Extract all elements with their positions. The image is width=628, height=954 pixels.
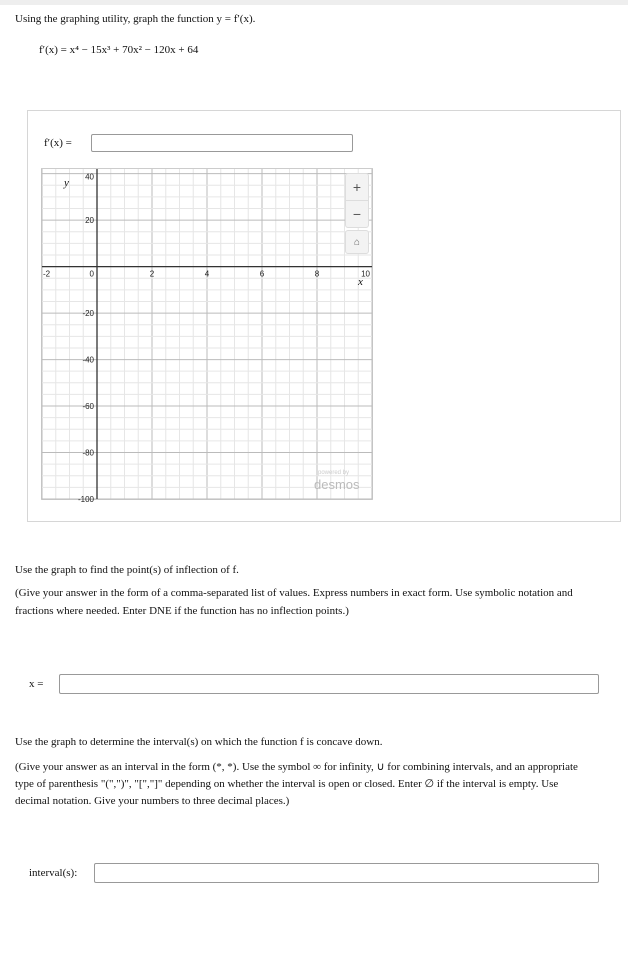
- q1-hint-line2: fractions where needed. Enter DNE if the function has no inflection points.): [15, 605, 349, 617]
- q1-hint-line1: (Give your answer in the form of a comma-separated list of values. Express numbers in exact form. Use symbolic notation and: [15, 587, 573, 599]
- x-tick-label: 6: [259, 269, 265, 279]
- x-axis-label: x: [358, 276, 363, 288]
- formula: f′(x) = x⁴ − 15x³ + 70x² − 120x + 64: [39, 44, 199, 56]
- q2-hint-line2: type of parenthesis "(",")", "[","]" depending on whether the interval is open or closed. Enter ∅ if the interval is empty. Use: [15, 778, 559, 790]
- y-tick-label: 0: [89, 269, 94, 279]
- q2-hint-line1: (Give your answer as an interval in the form (*, *). Use the symbol ∞ for infinity, ∪ for combining intervals, and an appropriate: [15, 761, 578, 773]
- zoom-controls: [345, 173, 369, 228]
- interval-input[interactable]: [94, 863, 599, 883]
- x-tick-label: 2: [149, 269, 155, 279]
- y-tick-label: -20: [82, 309, 94, 319]
- y-axis-label: y: [64, 177, 69, 189]
- y-tick-label: -40: [82, 355, 94, 365]
- fprime-input[interactable]: [91, 134, 353, 152]
- desmos-graph[interactable]: [41, 168, 373, 504]
- inflection-input[interactable]: [59, 674, 599, 694]
- home-icon: ⌂: [353, 236, 360, 248]
- x-tick-label: -2: [43, 269, 51, 279]
- x-label: x =: [29, 678, 44, 690]
- q2-hint-line3: decimal notation. Give your numbers to three decimal places.): [15, 795, 290, 807]
- q1-prompt: Use the graph to find the point(s) of inflection of f.: [15, 564, 239, 576]
- powered-by-text: powered by: [318, 470, 350, 476]
- fprime-label: f′(x) =: [44, 137, 72, 149]
- zoom-in-button[interactable]: +: [346, 174, 368, 201]
- interval-label: interval(s):: [29, 867, 78, 879]
- zoom-out-button[interactable]: −: [352, 206, 362, 222]
- q2-prompt: Use the graph to determine the interval(s) on which the function f is concave down.: [15, 736, 383, 748]
- y-tick-label: 20: [85, 216, 94, 226]
- x-tick-label: 8: [314, 269, 320, 279]
- x-tick-label: 10: [361, 269, 370, 279]
- intro-text: Using the graphing utility, graph the function y = f′(x).: [15, 13, 256, 25]
- x-tick-label: 4: [204, 269, 210, 279]
- y-tick-label: -80: [82, 448, 94, 458]
- y-tick-label: -60: [82, 402, 94, 412]
- top-bar: [0, 0, 628, 5]
- desmos-logo[interactable]: desmos: [314, 477, 360, 492]
- home-button[interactable]: [345, 230, 369, 254]
- y-tick-label: 40: [85, 172, 94, 182]
- graph-canvas[interactable]: [42, 169, 372, 504]
- y-tick-label: -100: [77, 495, 94, 504]
